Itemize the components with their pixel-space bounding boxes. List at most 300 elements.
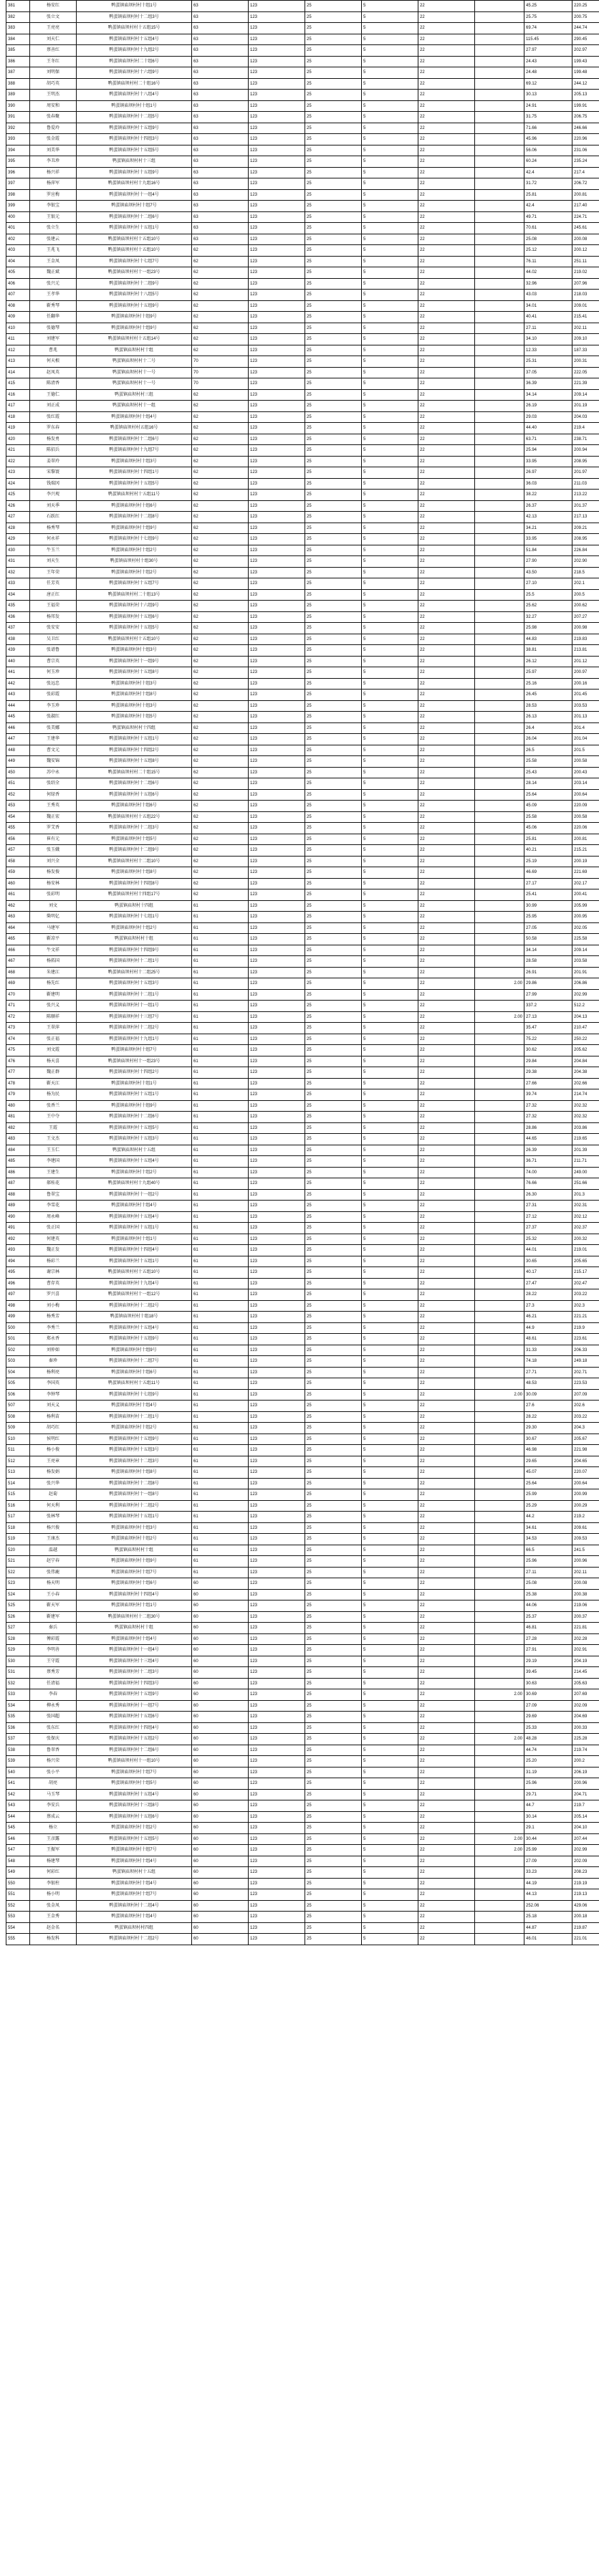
value-1-cell: 61 — [192, 1512, 249, 1523]
value-1-cell: 62 — [192, 778, 249, 790]
value-6-cell — [475, 145, 524, 156]
value-6-cell — [475, 1589, 524, 1601]
value-6-cell — [475, 1423, 524, 1434]
table-row — [6, 67, 599, 79]
row-number-cell: 539 — [6, 1756, 30, 1768]
address-cell: 鸭蛋镇庙坝村村十一组23号 — [77, 267, 192, 279]
value-6-cell — [475, 1434, 524, 1445]
table-row — [6, 145, 599, 156]
value-7-cell: 51.84 — [524, 545, 572, 556]
value-total-cell: 213.22 — [572, 490, 599, 501]
value-7-cell: 28.58 — [524, 956, 572, 968]
person-name-cell: 周安和 — [30, 100, 77, 112]
value-6-cell — [475, 112, 524, 123]
value-4-cell: 5 — [362, 956, 418, 968]
value-1-cell: 61 — [192, 1367, 249, 1378]
value-3-cell: 25 — [305, 1756, 362, 1768]
value-7-cell: 26.04 — [524, 734, 572, 745]
value-7-cell: 28.22 — [524, 1411, 572, 1423]
person-name-cell: 张红霞 — [30, 411, 77, 423]
person-name-cell: 刘兴全 — [30, 856, 77, 867]
value-7-cell: 30.69 — [524, 1689, 572, 1701]
table-row — [6, 389, 599, 401]
person-name-cell: 张彩明 — [30, 889, 77, 901]
value-3-cell: 25 — [305, 1689, 362, 1701]
value-3-cell: 25 — [305, 1722, 362, 1734]
value-6-cell — [475, 845, 524, 857]
value-2-cell: 123 — [249, 1700, 305, 1712]
person-name-cell: 杨小明 — [30, 1889, 77, 1901]
table-row — [6, 1100, 599, 1112]
value-2-cell: 123 — [249, 601, 305, 612]
table-row — [6, 1023, 599, 1034]
value-total-cell: 219.06 — [572, 1601, 599, 1612]
row-number-cell: 452 — [6, 789, 30, 801]
table-row — [6, 1500, 599, 1512]
value-7-cell: 32.27 — [524, 611, 572, 623]
value-4-cell: 5 — [362, 556, 418, 568]
value-total-cell: 209.53 — [572, 1534, 599, 1545]
value-3-cell: 25 — [305, 1545, 362, 1556]
row-number-cell: 495 — [6, 1267, 30, 1279]
value-6-cell — [475, 1767, 524, 1778]
value-7-cell: 337.2 — [524, 1001, 572, 1012]
value-7-cell: 46.81 — [524, 1623, 572, 1634]
address-cell: 鸭蛋镇庙坝村村十九组1号 — [77, 1034, 192, 1045]
row-number-cell: 487 — [6, 1178, 30, 1190]
person-name-cell: 王康杰 — [30, 1534, 77, 1545]
value-7-cell: 70.61 — [524, 223, 572, 234]
row-number-cell: 432 — [6, 567, 30, 578]
value-2-cell: 123 — [249, 1878, 305, 1889]
value-total-cell: 202.32 — [572, 1100, 599, 1112]
value-2-cell: 123 — [249, 1856, 305, 1867]
address-cell: 鸭蛋镇庙坝村村十四组2号 — [77, 1067, 192, 1079]
value-total-cell: 220.07 — [572, 1467, 599, 1479]
value-2-cell: 123 — [249, 1078, 305, 1089]
address-cell: 鸭蛋镇庙坝村村十组1号 — [77, 100, 192, 112]
row-number-cell: 447 — [6, 734, 30, 745]
table-row — [6, 967, 599, 978]
person-name-cell: 石跃红 — [30, 512, 77, 523]
value-6-cell — [475, 1334, 524, 1345]
value-6-cell — [475, 1545, 524, 1556]
person-name-cell: 王彦露 — [30, 1833, 77, 1845]
value-2-cell: 123 — [249, 234, 305, 245]
value-2-cell: 123 — [249, 1767, 305, 1778]
person-name-cell: 张保庆 — [30, 1734, 77, 1745]
value-6-cell — [475, 667, 524, 679]
table-row — [6, 423, 599, 434]
value-total-cell: 249.00 — [572, 1167, 599, 1178]
value-5-cell: 22 — [418, 1934, 475, 1945]
value-4-cell: 5 — [362, 256, 418, 267]
value-3-cell: 25 — [305, 356, 362, 368]
row-number-cell: 497 — [6, 1289, 30, 1301]
value-6-cell — [475, 1512, 524, 1523]
address-cell: 鸭蛋镇庙坝村村十五组14号 — [77, 334, 192, 345]
table-row — [6, 1478, 599, 1489]
value-4-cell: 5 — [362, 1245, 418, 1256]
value-4-cell: 5 — [362, 123, 418, 134]
address-cell: 鸭蛋镇庙坝村村十五组5号 — [77, 478, 192, 490]
value-total-cell: 217.4 — [572, 167, 599, 178]
value-5-cell: 22 — [418, 1522, 475, 1534]
value-6-cell — [475, 490, 524, 501]
value-6-cell — [475, 211, 524, 223]
value-4-cell: 5 — [362, 1601, 418, 1612]
value-2-cell: 123 — [249, 1712, 305, 1723]
value-2-cell: 123 — [249, 1678, 305, 1689]
person-name-cell: 钱瑞冈 — [30, 478, 77, 490]
value-total-cell: 207.44 — [572, 1833, 599, 1845]
value-2-cell: 123 — [249, 1034, 305, 1045]
address-cell: 鸭蛋镇庙坝村村十组3号 — [77, 1522, 192, 1534]
value-1-cell: 62 — [192, 700, 249, 712]
person-name-cell: 王孝华 — [30, 290, 77, 301]
table-row — [6, 1756, 599, 1768]
table-row — [6, 1267, 599, 1279]
value-total-cell: 205.67 — [572, 1434, 599, 1445]
value-total-cell: 211.03 — [572, 478, 599, 490]
value-4-cell: 5 — [362, 90, 418, 101]
value-1-cell: 61 — [192, 1122, 249, 1134]
value-5-cell: 22 — [418, 1589, 475, 1601]
table-row — [6, 290, 599, 301]
value-1-cell: 60 — [192, 1912, 249, 1923]
value-2-cell: 123 — [249, 1211, 305, 1223]
value-4-cell: 5 — [362, 801, 418, 812]
address-cell: 鸭蛋镇庙坝村村二十组15号 — [77, 767, 192, 778]
table-row — [6, 789, 599, 801]
value-4-cell: 5 — [362, 1678, 418, 1689]
row-number-cell: 519 — [6, 1534, 30, 1545]
value-5-cell: 22 — [418, 1778, 475, 1790]
person-name-cell: 王文杰 — [30, 1134, 77, 1145]
address-cell: 鸭蛋镇庙坝村村十八组4号 — [77, 90, 192, 101]
value-4-cell: 5 — [362, 1534, 418, 1545]
value-total-cell: 209.01 — [572, 300, 599, 312]
address-cell: 鸭蛋镇庙坝村村十组2号 — [77, 1823, 192, 1834]
row-number-cell: 529 — [6, 1645, 30, 1656]
person-name-cell: 王福荣 — [30, 601, 77, 612]
value-4-cell: 5 — [362, 1100, 418, 1112]
value-1-cell: 62 — [192, 523, 249, 534]
value-6-cell — [475, 278, 524, 290]
value-3-cell: 25 — [305, 456, 362, 467]
table-row — [6, 367, 599, 378]
table-row — [6, 156, 599, 168]
value-4-cell: 5 — [362, 1722, 418, 1734]
person-name-cell: 魏正斌 — [30, 267, 77, 279]
address-cell: 鸭蛋镇庙坝村村十一组2号 — [77, 1189, 192, 1201]
address-cell: 鸭蛋镇庙坝村村十组8号 — [77, 1467, 192, 1479]
value-6-cell — [475, 1156, 524, 1168]
value-3-cell: 25 — [305, 1712, 362, 1723]
value-7-cell: 29.69 — [524, 1712, 572, 1723]
table-row — [6, 1800, 599, 1812]
value-6-cell — [475, 11, 524, 23]
value-6-cell — [475, 1556, 524, 1568]
value-5-cell: 22 — [418, 67, 475, 79]
value-7-cell: 27.11 — [524, 323, 572, 334]
value-1-cell: 60 — [192, 1611, 249, 1623]
value-7-cell: 45.06 — [524, 823, 572, 834]
value-2-cell: 123 — [249, 1411, 305, 1423]
value-4-cell: 5 — [362, 1756, 418, 1768]
value-total-cell: 238.71 — [572, 434, 599, 445]
row-number-cell: 444 — [6, 700, 30, 712]
value-6-cell — [475, 223, 524, 234]
value-7-cell: 49.71 — [524, 211, 572, 223]
person-name-cell: 李钟琴 — [30, 1389, 77, 1401]
value-3-cell: 25 — [305, 912, 362, 923]
address-cell: 鸭蛋镇庙坝村村十五组8号 — [77, 667, 192, 679]
value-total-cell: 215.21 — [572, 845, 599, 857]
value-3-cell: 25 — [305, 889, 362, 901]
value-total-cell: 200.58 — [572, 811, 599, 823]
address-cell: 鸭蛋镇庙坝村村十组4号 — [77, 1633, 192, 1645]
table-row — [6, 1856, 599, 1867]
row-number-cell: 491 — [6, 1223, 30, 1234]
address-cell: 鸭蛋镇庙坝村村十九组7号 — [77, 445, 192, 457]
value-1-cell: 61 — [192, 1434, 249, 1445]
value-6-cell — [475, 1067, 524, 1079]
value-2-cell: 123 — [249, 1367, 305, 1378]
value-5-cell: 22 — [418, 290, 475, 301]
value-3-cell: 25 — [305, 1800, 362, 1812]
value-4-cell: 5 — [362, 778, 418, 790]
value-4-cell: 5 — [362, 1789, 418, 1800]
value-1-cell: 60 — [192, 1778, 249, 1790]
row-number-cell: 441 — [6, 667, 30, 679]
value-2-cell: 123 — [249, 556, 305, 568]
address-cell: 鸭蛋镇庙坝村村十五组4号 — [77, 1789, 192, 1800]
address-cell: 鸭蛋镇庙坝村村十一组7号 — [77, 1700, 192, 1712]
value-2-cell: 123 — [249, 178, 305, 190]
value-4-cell: 5 — [362, 1867, 418, 1879]
value-6-cell — [475, 367, 524, 378]
row-number-cell: 391 — [6, 112, 30, 123]
value-3-cell: 25 — [305, 1700, 362, 1712]
value-2-cell: 123 — [249, 323, 305, 334]
value-2-cell: 123 — [249, 1423, 305, 1434]
value-1-cell: 62 — [192, 645, 249, 657]
value-2-cell: 123 — [249, 1178, 305, 1190]
table-row — [6, 223, 599, 234]
table-row — [6, 312, 599, 323]
person-name-cell: 唐正红 — [30, 589, 77, 601]
person-name-cell: 赵菊 — [30, 1489, 77, 1501]
value-7-cell: 27.12 — [524, 1211, 572, 1223]
value-7-cell: 27.05 — [524, 922, 572, 934]
address-cell: 鸭蛋镇庙坝村村十组9号 — [77, 1100, 192, 1112]
person-name-cell: 刘天生 — [30, 556, 77, 568]
table-row — [6, 1178, 599, 1190]
person-name-cell: 张玉娥 — [30, 845, 77, 857]
address-cell: 鸭蛋镇庙坝村村十组4号 — [77, 1201, 192, 1212]
person-name-cell: 张德琴 — [30, 323, 77, 334]
row-number-cell: 394 — [6, 145, 30, 156]
row-number-cell: 489 — [6, 1201, 30, 1212]
value-7-cell: 25.95 — [524, 912, 572, 923]
person-name-cell: 曹宗英 — [30, 656, 77, 667]
value-2-cell: 123 — [249, 201, 305, 212]
value-1-cell: 61 — [192, 1567, 249, 1578]
value-2-cell: 123 — [249, 145, 305, 156]
value-1-cell: 60 — [192, 1712, 249, 1723]
value-1-cell: 61 — [192, 1089, 249, 1101]
address-cell: 鸭蛋镇庙坝村村十五组4号 — [77, 1211, 192, 1223]
value-total-cell: 223.61 — [572, 1334, 599, 1345]
table-row — [6, 1434, 599, 1445]
value-4-cell: 5 — [362, 445, 418, 457]
value-1-cell: 62 — [192, 323, 249, 334]
person-name-cell: 刘文 — [30, 900, 77, 912]
value-2-cell: 123 — [249, 956, 305, 968]
value-4-cell: 5 — [362, 945, 418, 956]
value-7-cell: 25.81 — [524, 189, 572, 201]
value-6-cell — [475, 1100, 524, 1112]
value-5-cell: 22 — [418, 1756, 475, 1768]
person-name-cell: 魏安锦 — [30, 756, 77, 768]
value-3-cell: 25 — [305, 411, 362, 423]
value-5-cell: 22 — [418, 1722, 475, 1734]
row-number-cell: 467 — [6, 956, 30, 968]
value-3-cell: 25 — [305, 378, 362, 390]
value-3-cell: 25 — [305, 1145, 362, 1156]
address-cell: 鸭蛋镇庙坝村村十二组2号 — [77, 1500, 192, 1512]
value-1-cell: 62 — [192, 811, 249, 823]
value-1-cell: 61 — [192, 945, 249, 956]
value-6-cell — [475, 445, 524, 457]
person-name-cell: 王翠萍 — [30, 1023, 77, 1034]
value-2-cell: 123 — [249, 856, 305, 867]
value-4-cell: 5 — [362, 589, 418, 601]
value-4-cell: 5 — [362, 1334, 418, 1345]
value-total-cell: 200.19 — [572, 856, 599, 867]
value-2-cell: 123 — [249, 78, 305, 90]
value-total-cell: 205.65 — [572, 1256, 599, 1267]
value-1-cell: 63 — [192, 1, 249, 12]
value-total-cell: 219.19 — [572, 1878, 599, 1889]
value-6-cell — [475, 1489, 524, 1501]
address-cell: 鸭蛋镇庙坝村村十一号 — [77, 367, 192, 378]
value-6-cell — [475, 1811, 524, 1823]
address-cell: 鸭蛋镇庙坝村村十一组8号 — [77, 1489, 192, 1501]
value-5-cell: 22 — [418, 1423, 475, 1434]
table-row — [6, 578, 599, 590]
value-2-cell: 123 — [249, 1434, 305, 1445]
address-cell: 鸭蛋镇庙坝村村十五组1号 — [77, 1512, 192, 1523]
value-1-cell: 61 — [192, 1256, 249, 1267]
value-3-cell: 25 — [305, 1789, 362, 1800]
table-row — [6, 201, 599, 212]
value-5-cell: 22 — [418, 922, 475, 934]
value-7-cell: 34.53 — [524, 1534, 572, 1545]
value-3-cell: 25 — [305, 1067, 362, 1079]
value-3-cell: 25 — [305, 178, 362, 190]
address-cell: 鸭蛋镇庙坝村村十五组1号 — [77, 223, 192, 234]
row-number-cell: 513 — [6, 1467, 30, 1479]
value-1-cell: 60 — [192, 1934, 249, 1945]
value-2-cell: 123 — [249, 1633, 305, 1645]
value-2-cell: 123 — [249, 712, 305, 723]
value-7-cell: 27.97 — [524, 45, 572, 57]
value-total-cell: 209.21 — [572, 523, 599, 534]
value-total-cell: 204.13 — [572, 1011, 599, 1023]
value-4-cell: 5 — [362, 1623, 418, 1634]
value-4-cell: 5 — [362, 500, 418, 512]
value-2-cell: 123 — [249, 278, 305, 290]
value-2-cell: 123 — [249, 1100, 305, 1112]
value-1-cell: 60 — [192, 1845, 249, 1856]
value-total-cell: 202.99 — [572, 1845, 599, 1856]
row-number-cell: 552 — [6, 1900, 30, 1912]
value-7-cell: 28.14 — [524, 778, 572, 790]
row-number-cell: 424 — [6, 478, 30, 490]
value-total-cell: 219.2 — [572, 1512, 599, 1523]
value-1-cell: 63 — [192, 223, 249, 234]
value-1-cell: 60 — [192, 1922, 249, 1934]
value-3-cell: 25 — [305, 1001, 362, 1012]
value-5-cell: 22 — [418, 500, 475, 512]
value-4-cell: 5 — [362, 1045, 418, 1056]
person-name-cell: 杨萍军 — [30, 178, 77, 190]
value-3-cell: 25 — [305, 745, 362, 756]
row-number-cell: 527 — [6, 1623, 30, 1634]
value-7-cell: 69.12 — [524, 78, 572, 90]
value-7-cell: 26.97 — [524, 467, 572, 479]
value-3-cell: 25 — [305, 1567, 362, 1578]
row-number-cell: 533 — [6, 1689, 30, 1701]
value-4-cell: 5 — [362, 1034, 418, 1045]
value-3-cell: 25 — [305, 490, 362, 501]
value-5-cell: 22 — [418, 1001, 475, 1012]
value-1-cell: 61 — [192, 1189, 249, 1201]
value-3-cell: 25 — [305, 100, 362, 112]
value-total-cell: 202.6 — [572, 1401, 599, 1412]
value-7-cell: 44.40 — [524, 423, 572, 434]
value-4-cell: 5 — [362, 1912, 418, 1923]
value-5-cell: 22 — [418, 634, 475, 645]
table-row — [6, 1601, 599, 1612]
value-1-cell: 62 — [192, 623, 249, 634]
value-1-cell: 63 — [192, 11, 249, 23]
value-5-cell: 22 — [418, 1489, 475, 1501]
value-6-cell — [475, 1145, 524, 1156]
value-7-cell: 25.19 — [524, 856, 572, 867]
value-7-cell: 27.17 — [524, 878, 572, 889]
value-3-cell: 25 — [305, 290, 362, 301]
value-5-cell: 22 — [418, 223, 475, 234]
value-4-cell: 5 — [362, 290, 418, 301]
value-3-cell: 25 — [305, 401, 362, 412]
value-3-cell: 25 — [305, 712, 362, 723]
value-4-cell: 5 — [362, 1211, 418, 1223]
value-3-cell: 25 — [305, 145, 362, 156]
row-number-cell: 553 — [6, 1912, 30, 1923]
value-3-cell: 25 — [305, 623, 362, 634]
row-number-cell: 518 — [6, 1522, 30, 1534]
value-5-cell: 22 — [418, 811, 475, 823]
value-4-cell: 5 — [362, 1112, 418, 1123]
address-cell: 鸭蛋镇庙坝村村十组2号 — [77, 1167, 192, 1178]
value-5-cell: 22 — [418, 423, 475, 434]
value-6-cell — [475, 823, 524, 834]
value-4-cell: 5 — [362, 1889, 418, 1901]
person-name-cell: 杨兴祥 — [30, 167, 77, 178]
